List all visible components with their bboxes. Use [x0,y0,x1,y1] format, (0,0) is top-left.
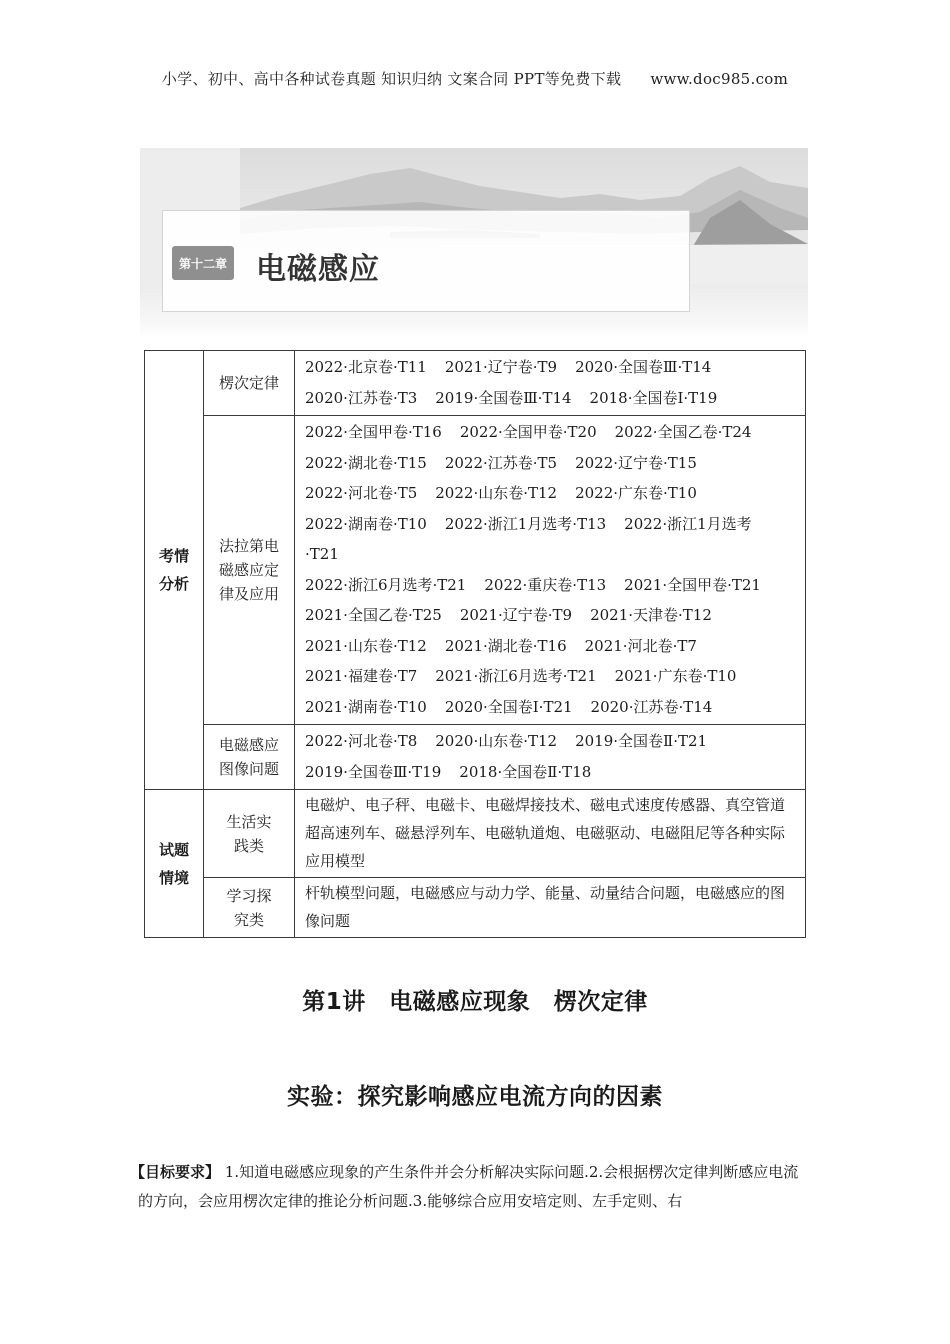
topic-label: 学习探究类 [226,886,272,929]
group-label-text: 考情分析 [158,547,189,593]
exam-line: 2021·全国乙卷·T25 2021·辽宁卷·T9 2021·天津卷·T12 [305,606,712,624]
scenario-text-cell: 杆轨模型问题，电磁感应与动力学、能量、动量结合问题，电磁感应的图像问题 [295,878,806,938]
exam-line: 2021·山东卷·T12 2021·湖北卷·T16 2021·河北卷·T7 [305,636,697,655]
topic-cell [204,351,295,416]
group-label-text: 试题情境 [158,840,189,887]
exam-line: 2021·福建卷·T7 2021·浙江6月选考·T21 2021·广东卷·T10 [305,667,737,685]
exam-line: ·T21 [305,545,339,563]
group-label-analysis [145,351,204,790]
goal-paragraph [130,1158,810,1216]
lecture-title: 第1讲 电磁感应现象 楞次定律 [302,989,648,1015]
topic-label: 电磁感应图像问题 [218,736,279,778]
banner-card [162,210,690,312]
topic-cell [204,416,295,725]
exam-list-cell [295,416,806,725]
chapter-title: 电磁感应 [256,252,380,287]
table-row [145,416,806,725]
table-row [145,725,806,790]
exam-line: 2022·河北卷·T5 2022·山东卷·T12 2022·广东卷·T10 [305,484,697,502]
table-row [145,878,806,938]
table-row [145,351,806,416]
group-label-scenario [145,790,204,938]
topic-label: 生活实践类 [226,812,272,855]
scenario-text-cell: 电磁炉、电子秤、电磁卡、电磁焊接技术、磁电式速度传感器、真空管道超高速列车、磁悬浮列车、电磁轨道炮、电磁驱动、电磁阻尼等各种实际应用模型 [295,790,806,878]
exam-list-cell [295,351,806,416]
chapter-badge: 第十二章 [172,246,234,280]
exam-line: 2021·湖南卷·T10 2020·全国卷Ⅰ·T21 2020·江苏卷·T14 [305,697,713,716]
exam-list-cell [295,725,806,790]
exam-line: 2022·河北卷·T8 2020·山东卷·T12 2019·全国卷Ⅱ·T21 [305,732,708,750]
header-site: www.doc985.com [650,70,789,88]
exam-analysis-table [144,350,806,938]
topic-label: 法拉第电磁感应定律及应用 [218,537,279,603]
exam-line: 2020·江苏卷·T3 2019·全国卷Ⅲ·T14 2018·全国卷Ⅰ·T19 [305,388,718,407]
topic-cell [204,725,295,790]
table-row [145,790,806,878]
topic-cell [204,790,295,878]
topic-cell [204,878,295,938]
goal-label: 【目标要求】 [130,1163,221,1181]
exam-line: 2022·浙江6月选考·T21 2022·重庆卷·T13 2021·全国甲卷·T21 [305,575,761,594]
exam-line: 2022·北京卷·T11 2021·辽宁卷·T9 2020·全国卷Ⅲ·T14 [305,358,712,376]
goal-text: 1.知道电磁感应现象的产生条件并会分析解决实际问题.2.会根据楞次定律判断感应电流的方向，会应用楞次定律的推论分析问题.3.能够综合应用安培定则、左手定则、右 [138,1163,799,1210]
exam-line: 2022·湖南卷·T10 2022·浙江1月选考·T13 2022·浙江1月选考 [305,514,752,533]
exam-line: 2019·全国卷Ⅲ·T19 2018·全国卷Ⅱ·T18 [305,762,592,781]
chapter-banner [140,148,808,338]
exam-line: 2022·全国甲卷·T16 2022·全国甲卷·T20 2022·全国乙卷·T24 [305,423,752,441]
exam-line: 2022·湖北卷·T15 2022·江苏卷·T5 2022·辽宁卷·T15 [305,453,697,472]
page-header [0,68,950,89]
topic-label: 楞次定律 [218,374,279,392]
experiment-title: 实验：探究影响感应电流方向的因素 [287,1084,663,1110]
header-text: 小学、初中、高中各种试卷真题 知识归纳 文案合同 PPT等免费下载 [161,70,622,88]
